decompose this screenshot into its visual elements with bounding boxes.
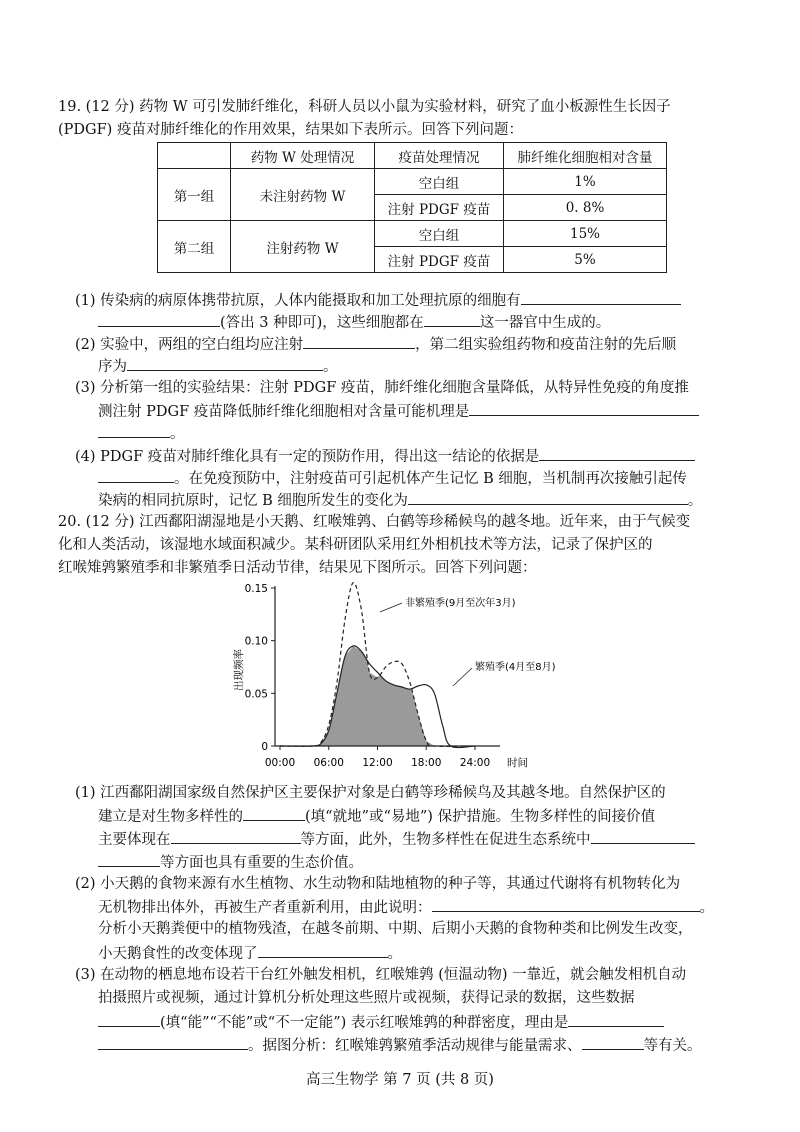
q20-sub3-text-c: (填“能”“不能”或“不一定能”) 表示红喉雉鹑的种群密度，理由是 (160, 1015, 569, 1031)
page-footer: 高三生物学 第 7 页 (共 8 页) (306, 1072, 494, 1088)
answer-blank[interactable] (98, 468, 174, 483)
q20-sub1-line1: (1) 江西鄱阳湖国家级自然保护区主要保护对象是白鹤等珍稀候鸟及其越冬地。自然保护区的 (75, 785, 666, 801)
q19-sub3-line1: (3) 分析第一组的实验结果：注射 PDGF 疫苗，肺纤维化细胞含量降低，从特异性免疫的角度推 (75, 380, 689, 396)
answer-blank[interactable] (98, 423, 170, 438)
q19-sub4-line3 (98, 490, 702, 510)
q19-sub4-text-c: 染病的相同抗原时，记忆 B 细胞所发生的变化为 (98, 493, 408, 509)
x-tick-label: 12:00 (362, 757, 393, 769)
x-tick-label: 24:00 (459, 757, 491, 769)
q19-sub2-text-a: (2) 实验中，两组的空白组均应注射 (75, 337, 304, 353)
q20-sub2-text-b: 无机物排出体外，再被生产者重新利用，由此说明： (98, 900, 432, 916)
table-header-cell: 疫苗处理情况 (375, 143, 504, 169)
y-tick-label: 0 (261, 741, 268, 753)
q19-sub2-line2 (98, 356, 338, 376)
answer-blank[interactable] (98, 1035, 248, 1050)
answer-blank[interactable] (568, 1012, 664, 1027)
q20-sub1-text-b: 建立是对生物多样性的 (98, 809, 243, 825)
q19-sub1-line1 (75, 290, 681, 310)
q20-sub1-line4 (98, 852, 363, 872)
vaccine-cell: 注射 PDGF 疫苗 (375, 195, 504, 221)
q20-sub3-line4 (98, 1035, 702, 1055)
q19-sub4-text-a: (4) PDGF 疫苗对肺纤维化具有一定的预防作用，得出这一结论的依据是 (75, 449, 540, 465)
table-header-cell (158, 143, 231, 169)
vaccine-cell: 空白组 (375, 221, 504, 247)
group-name-cell: 第二组 (158, 221, 231, 273)
y-axis-label: 出现频率 (233, 649, 245, 691)
value-cell: 5% (504, 247, 667, 273)
legend-pointer-nonbreeding (380, 603, 402, 612)
table-row (158, 221, 667, 247)
q20-intro-line3: 红喉雉鹑繁殖季和非繁殖季日活动节律，结果见下图所示。回答下列问题： (58, 560, 537, 576)
x-tick-label: 06:00 (313, 757, 344, 769)
q19-sub4-line1 (75, 446, 695, 466)
q19-sub3-line2 (98, 401, 699, 421)
q19-sub4-text-d: 。 (687, 493, 703, 509)
answer-blank[interactable] (127, 356, 323, 371)
q20-sub2-text-f: 。 (387, 946, 402, 962)
q20-sub3-line2: 拍摄照片或视频，通过计算机分析处理这些照片或视频，获得记录的数据，这些数据 (98, 990, 635, 1006)
y-tick-label: 0.10 (244, 635, 268, 648)
y-tick-label: 0.05 (244, 688, 268, 701)
q20-sub2-line3: 分析小天鹅粪便中的植物残渣，在越冬前期、中期、后期小天鹅的食物种类和比例发生改变， (98, 921, 693, 937)
answer-blank[interactable] (424, 312, 480, 327)
q20-sub2-text-e: 小天鹅食性的改变体现了 (98, 946, 258, 962)
table-header-cell: 肺纤维化细胞相对含量 (504, 143, 667, 169)
drug-cell: 注射药物 W (231, 221, 375, 273)
x-tick-label: 18:00 (411, 757, 442, 769)
value-cell: 1% (504, 169, 667, 195)
y-tick-label: 0.15 (244, 583, 268, 595)
q19-sub1-text-b: (答出 3 种即可)，这些细胞都在 (220, 315, 424, 331)
q20-sub1-text-f: 等方面也具有重要的生态价值。 (160, 855, 363, 871)
value-cell: 0. 8% (504, 195, 667, 221)
q19-sub4-line2 (98, 468, 687, 488)
q20-sub2-line1: (2) 小天鹅的食物来源有水生植物、水生动物和陆地植物的种子等，其通过代谢将有机物转化为 (75, 876, 681, 892)
q19-sub2-text-b: ，第二组实验组药物和疫苗注射的先后顺 (415, 337, 677, 353)
answer-blank[interactable] (171, 829, 301, 844)
answer-blank[interactable] (98, 312, 220, 327)
answer-blank[interactable] (469, 401, 699, 416)
overlap-shaded-area (313, 646, 451, 746)
q20-sub3-text-e: 等有关。 (643, 1038, 702, 1054)
q20-sub2-line4 (98, 943, 402, 963)
vaccine-cell: 注射 PDGF 疫苗 (375, 247, 504, 273)
answer-blank[interactable] (258, 943, 388, 958)
q20-intro-line2: 化和人类活动，该湿地水域面积减少。某科研团队采用红外相机技术等方法，记录了保护区的 (58, 537, 653, 553)
q19-sub2-line1 (75, 334, 676, 354)
table-row (158, 169, 667, 195)
x-axis-label: 时间 (507, 757, 528, 769)
legend-pointer-breeding (453, 668, 472, 686)
answer-blank[interactable] (303, 334, 415, 349)
q19-sub2-text-d: 。 (323, 359, 338, 375)
q19-results-table (157, 142, 667, 273)
q19-sub2-text-c: 序为 (98, 359, 127, 375)
q19-sub3-text-c: 。 (170, 426, 185, 442)
q20-sub1-line3 (98, 829, 695, 849)
q20-sub2-line2 (98, 897, 714, 917)
x-tick-label: 00:00 (264, 757, 296, 769)
answer-blank[interactable] (408, 490, 688, 505)
answer-blank[interactable] (98, 1012, 160, 1027)
q20-sub1-text-d: 主要体现在 (98, 832, 171, 848)
q20-sub3-line3 (98, 1012, 664, 1032)
q20-sub1-line2 (98, 806, 655, 826)
q20-sub1-text-e: 等方面，此外，生物多样性在促进生态系统中 (300, 832, 591, 848)
legend-nonbreeding: 非繁殖季(9月至次年3月) (405, 598, 516, 609)
table-header-row (158, 143, 667, 169)
table-header-cell: 药物 W 处理情况 (231, 143, 375, 169)
answer-blank[interactable] (539, 446, 695, 461)
q19-intro-line1: 19. (12 分) 药物 W 可引发肺纤维化，科研人员以小鼠为实验材料，研究了血小板源性生长因子 (58, 99, 671, 115)
q20-sub1-text-c: (填“就地”或“易地”) 保护措施。生物多样性的间接价值 (305, 809, 656, 825)
answer-blank[interactable] (98, 852, 160, 867)
legend-breeding: 繁殖季(4月至8月) (475, 662, 556, 673)
q20-sub3-line1: (3) 在动物的栖息地布设若干台红外触发相机，红喉雉鹑 (恒温动物) 一靠近，就会触发相机自动 (75, 967, 687, 983)
answer-blank[interactable] (591, 829, 695, 844)
answer-blank[interactable] (243, 806, 305, 821)
q20-sub3-text-d: 。据图分析：红喉雉鹑繁殖季活动规律与能量需求、 (248, 1038, 582, 1054)
answer-blank[interactable] (432, 897, 700, 912)
q19-sub4-text-b: 。在免疫预防中，注射疫苗可引起机体产生记忆 B 细胞，当机制再次接触引起传 (174, 471, 687, 487)
vaccine-cell: 空白组 (375, 169, 504, 195)
activity-rhythm-chart (220, 578, 560, 773)
q19-sub1-line2 (98, 312, 610, 332)
q19-sub3-line3 (98, 423, 185, 443)
group-name-cell: 第一组 (158, 169, 231, 221)
answer-blank[interactable] (582, 1035, 644, 1050)
q19-sub1-text-c: 这一器官中生成的。 (479, 315, 611, 331)
q20-sub2-text-c: 。 (699, 900, 714, 916)
q19-intro-line2: (PDGF) 疫苗对肺纤维化的作用效果，结果如下表所示。回答下列问题： (58, 122, 523, 138)
drug-cell: 未注射药物 W (231, 169, 375, 221)
value-cell: 15% (504, 221, 667, 247)
q19-sub1-text-a: (1) 传染病的病原体携带抗原，人体内能摄取和加工处理抗原的细胞有 (75, 293, 521, 309)
q20-intro-line1: 20. (12 分) 江西鄱阳湖湿地是小天鹅、红喉雉鹑、白鹤等珍稀候鸟的越冬地。近年来，由于气候变 (58, 514, 691, 530)
q19-sub3-text-b: 测注射 PDGF 疫苗降低肺纤维化细胞相对含量可能机理是 (98, 404, 470, 420)
answer-blank[interactable] (521, 290, 681, 305)
